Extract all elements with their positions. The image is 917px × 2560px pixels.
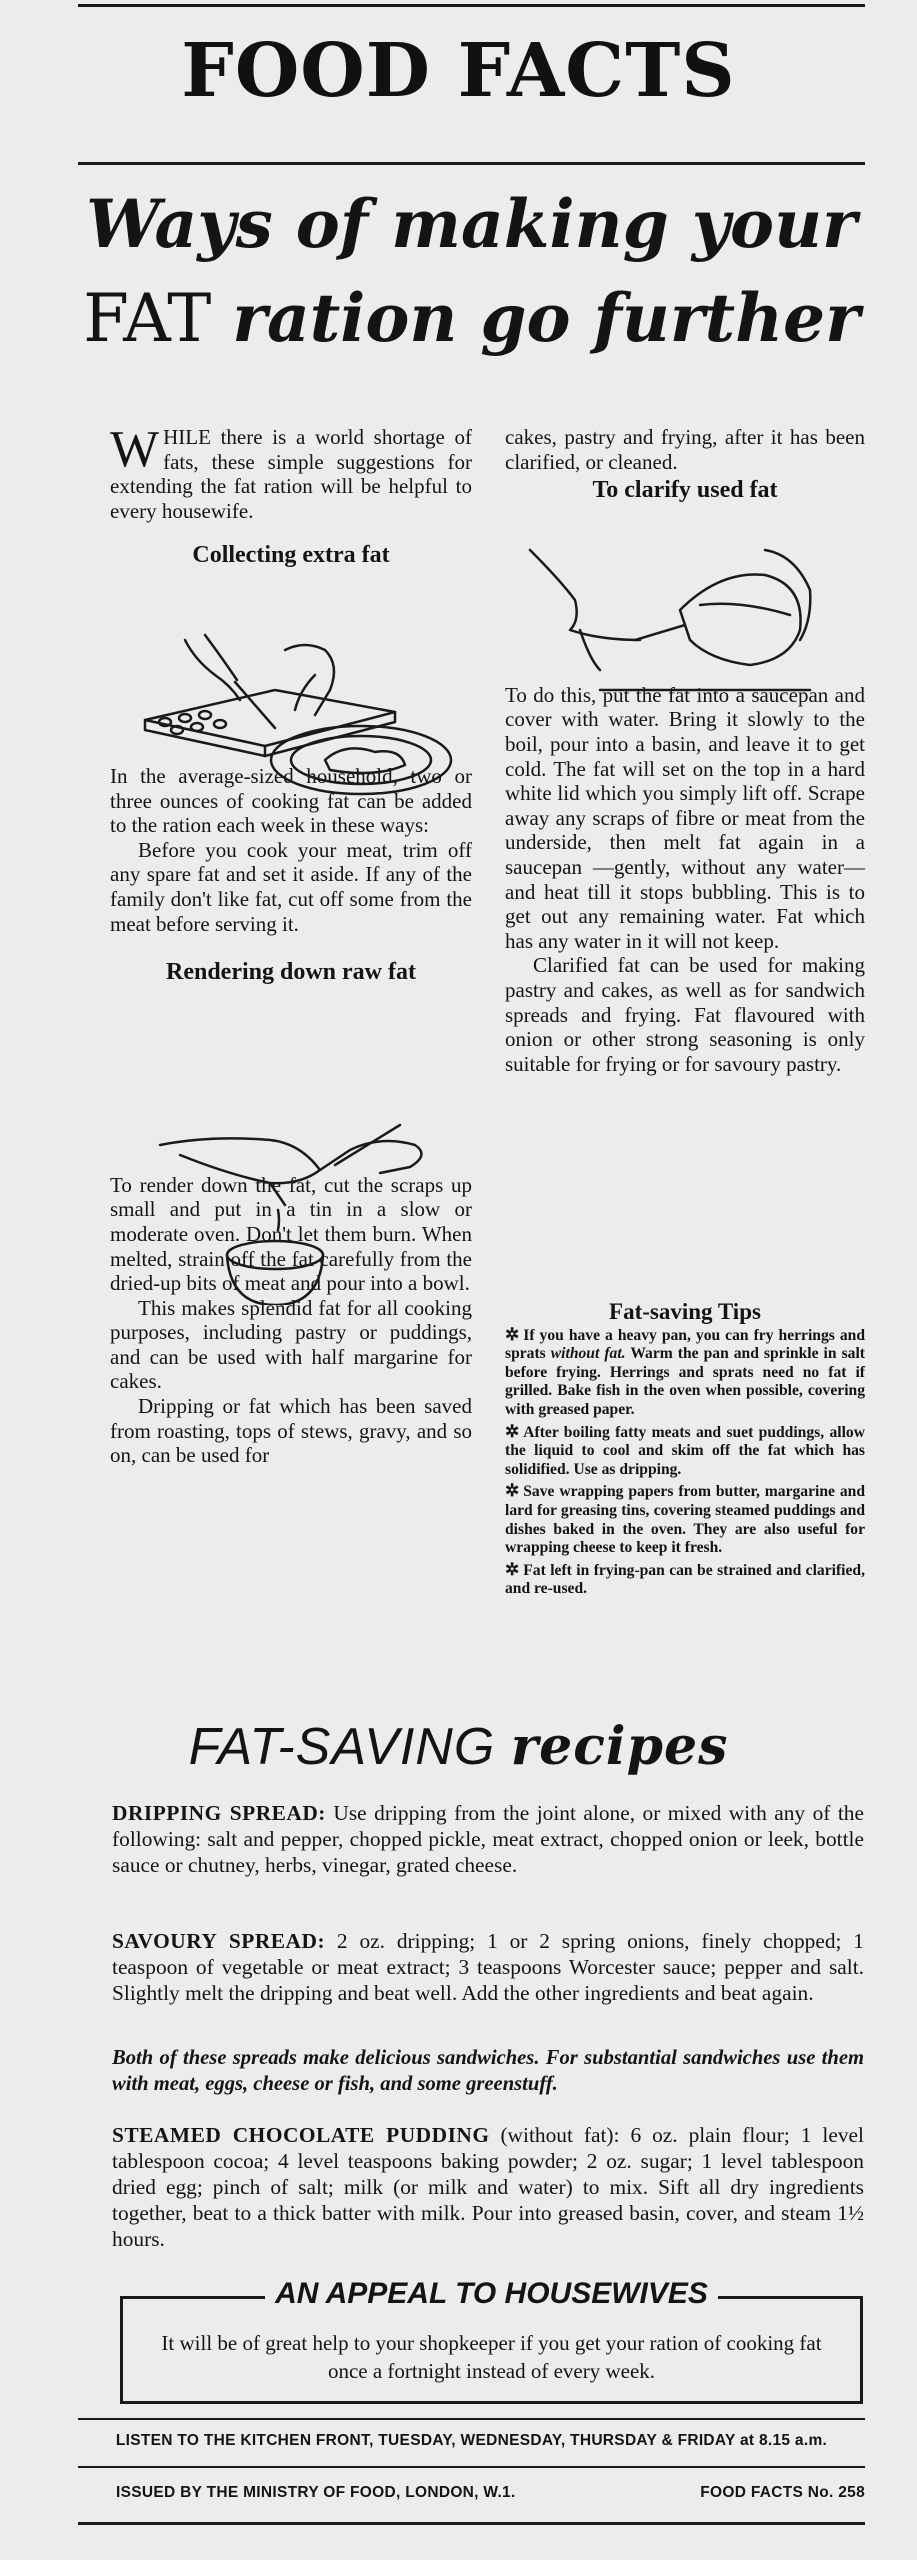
headline xyxy=(78,180,865,369)
basin-ladle-icon xyxy=(520,530,820,700)
dripping-spread-recipe xyxy=(112,1800,864,1878)
drop-cap: W xyxy=(110,421,160,478)
rendering-paragraph-1: To render down the fat, cut the scraps up small and put in a tin in a slow or moderate oven. Don't let them burn. When melted, strain off the fat carefully from the dried-up bits of meat and pour into a bowl. xyxy=(110,1172,472,1296)
masthead: FOOD FACTS xyxy=(181,28,736,114)
masthead-rule xyxy=(78,162,865,165)
appeal-title: AN APPEAL TO HOUSEWIVES xyxy=(265,2277,718,2310)
rendering-paragraph-2: This makes splendid fat for all cooking purposes, including pastry or puddings, and can be used with half margarine for cakes. xyxy=(110,1295,472,1394)
tip-3: ✲ Save wrapping papers from butter, margarine and lard for greasing tins, covering steamed puddings and dishes baked in the oven. They are also useful for wrapping cheese to keep it fresh. xyxy=(505,1481,865,1557)
hands-trimming-fat-icon xyxy=(125,620,455,810)
pudding-text: (without fat): 6 oz. plain flour; 1 level tablespoon cocoa; 4 level teaspoons baking powder; 2 oz. sugar; 1 level tablespoon dried egg; pinch of salt; milk (or milk and water) to mix. Sift all dry ingredients together, beat to a thick batter with milk. Pour into greased basin, cover, and steam 1½ hours. xyxy=(112,2123,864,2251)
chocolate-pudding-recipe xyxy=(112,2122,864,2252)
headline-fat: FAT xyxy=(83,280,212,357)
food-facts-number: FOOD FACTS No. 258 xyxy=(700,2484,865,2501)
fat-saving-tips xyxy=(505,1299,865,1602)
tip-bullet-icon: ✲ xyxy=(505,1324,520,1344)
tip-1: ✲ If you have a heavy pan, you can fry herrings and sprats without fat. Warm the pan and sprinkle in salt before frying. Herrings and sprats need no fat if grilled. Bake fish in the oven when possible, covering with greased paper. xyxy=(505,1324,865,1418)
tip-bullet-icon: ✲ xyxy=(505,1559,520,1579)
dripping-text: Use dripping from the joint alone, or mixed with any of the following: salt and pepper, chopped pickle, meat extract, chopped onion or leek, bottle sauce or chutney, herbs, vinegar, grated cheese. xyxy=(112,1801,864,1877)
footer-rule-middle xyxy=(78,2466,865,2468)
recipes-title xyxy=(0,1716,917,1777)
top-rule xyxy=(78,4,865,7)
tip-bullet-icon: ✲ xyxy=(505,1421,520,1441)
tip-bullet-icon: ✲ xyxy=(505,1481,520,1501)
continuation-paragraph: cakes, pastry and frying, after it has been clarified, or cleaned. xyxy=(505,425,865,474)
right-column xyxy=(505,425,865,1076)
left-column xyxy=(110,421,472,1468)
clarify-paragraph-1: To do this, put the fat into a saucepan and cover with water. Bring it slowly to the boil, pour into a basin, and leave it to get cold. The fat will set on the top in a hard white lid which you simply lift off. Scrape away any scraps of fibre or meat from the underside, then melt fat again in a saucepan —gently, without any water—and heat till it stops bubbling. This is to get out any remaining water. Fat which has any water in it will not keep. xyxy=(505,682,865,953)
kitchen-front-notice: LISTEN TO THE KITCHEN FRONT, TUESDAY, WEDNESDAY, THURSDAY & FRIDAY at 8.15 a.m. xyxy=(115,2432,828,2449)
tips-heading: Fat-saving Tips xyxy=(609,1299,761,1324)
footer-rule-top xyxy=(78,2418,865,2420)
strainer-bowl-icon xyxy=(150,1115,440,1305)
collecting-heading: Collecting extra fat xyxy=(192,542,390,569)
dripping-title: DRIPPING SPREAD: xyxy=(112,1801,326,1825)
rendering-paragraph-3: Dripping or fat which has been saved from roasting, tops of stews, gravy, and so on, can be used for xyxy=(110,1394,472,1468)
headline-rest: ration go further xyxy=(232,279,860,357)
appeal-box xyxy=(120,2277,863,2404)
headline-line-1: Ways of making your xyxy=(86,185,857,263)
tip-2: ✲ After boiling fatty meats and suet puddings, allow the liquid to cool and skim off the fat which has solidified. Use as dripping. xyxy=(505,1421,865,1478)
issued-by: ISSUED BY THE MINISTRY OF FOOD, LONDON, W.1. xyxy=(116,2484,516,2501)
savoury-text: 2 oz. dripping; 1 or 2 spring onions, finely chopped; 1 teaspoon of vegetable or meat extract; 3 teaspoons Worcester sauce; pepper and salt. Slightly melt the dripping and beat well. Add the other ingredients and beat again. xyxy=(112,1929,864,2005)
tip-4: ✲ Fat left in frying-pan can be strained and clarified, and re-used. xyxy=(505,1559,865,1598)
rendering-heading: Rendering down raw fat xyxy=(166,959,416,986)
savoury-spread-recipe xyxy=(112,1928,864,2006)
recipes-title-lower: recipes xyxy=(510,1716,729,1777)
appeal-text: It will be of great help to your shopkeeper if you get your ration of cooking fat once a fortnight instead of every week. xyxy=(161,2331,822,2383)
headline-line-2 xyxy=(78,268,865,369)
collecting-paragraph-2: Before you cook your meat, trim off any spare fat and set it aside. If any of the family don't like fat, cut off some from the meat before serving it. xyxy=(110,837,472,936)
clarify-heading: To clarify used fat xyxy=(592,477,778,504)
pudding-title: STEAMED CHOCOLATE PUDDING xyxy=(112,2123,490,2147)
issued-by-line xyxy=(116,2484,865,2502)
collecting-paragraph-1: In the average-sized household, two or three ounces of cooking fat can be added to the ration each week in these ways: xyxy=(110,763,472,838)
intro-paragraph: WHILE there is a world shortage of fats, these simple suggestions for extending the fat ration will be helpful to every housewife. xyxy=(110,421,472,523)
recipes-title-caps: FAT-SAVING xyxy=(188,1718,496,1776)
clarify-paragraph-2: Clarified fat can be used for making pastry and cakes, as well as for sandwich spreads and frying. Fat flavoured with onion or other strong seasoning is only suitable for frying or for savoury pastry. xyxy=(505,953,865,1076)
spreads-note: Both of these spreads make delicious sandwiches. For substantial sandwiches use them with meat, eggs, cheese or fish, and some greenstuff. xyxy=(112,2047,864,2095)
bottom-rule xyxy=(78,2522,865,2525)
savoury-title: SAVOURY SPREAD: xyxy=(112,1929,326,1953)
